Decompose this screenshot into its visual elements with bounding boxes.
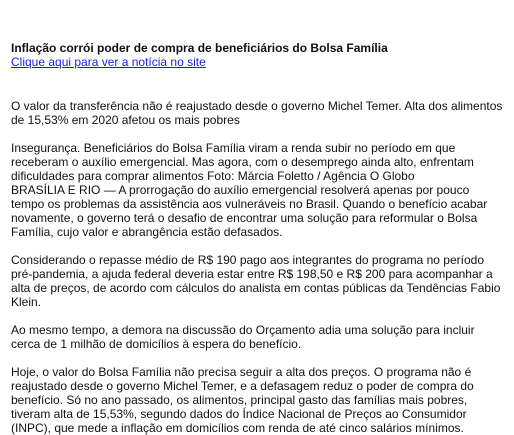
article-paragraph: Hoje, o valor do Bolsa Família não precisa seguir a alta dos preços. O programa não é reajustado desde o governo Michel Temer, e a defasagem reduz o poder de compra do benefício. Só no ano passado, os alimentos, principal gasto das famílias mais pobres, tiveram alta de 15,53%, segundo dados do Índice Nacional de Preços ao Consumidor (INPC), que mede a inflação em domicílios com renda de até cinco salários mínimos.	[11, 365, 474, 435]
view-on-site-link[interactable]: Clique aqui para ver a notícia no site	[11, 55, 206, 69]
article-paragraph: Considerando o repasse médio de R$ 190 pago aos integrantes do programa no período pré-pandemia, a ajuda federal deveria estar entre R$ 198,50 e R$ 200 para acompanhar a alta de preços, de acordo com cálculos do analista em contas públicas da Tendências Fabio Klein.	[11, 253, 501, 309]
article-paragraph-photo-caption: Insegurança. Beneficiários do Bolsa Família viram a renda subir no período em que receberam o auxílio emergencial. Mas agora, com o desemprego ainda alto, enfrentam dificuldades para comprar alimentos Foto: Márcia Foletto / Agência O Globo	[11, 141, 474, 183]
article-paragraph-subtitle: O valor da transferência não é reajustado desde o governo Michel Temer. Alta dos alimentos de 15,53% em 2020 afetou os mais pobres	[11, 99, 503, 127]
article-paragraph: Ao mesmo tempo, a demora na discussão do Orçamento adia uma solução para incluir cerca de 1 milhão de domicílios à espera do benefício.	[11, 323, 475, 351]
article-paragraph-lead: BRASÍLIA E RIO — A prorrogação do auxílio emergencial resolverá apenas por pouco tempo os problemas da assistência aos vulneráveis no Brasil. Quando o benefício acabar novamente, o governo terá o desafio de encontrar uma solução para reformular o Bolsa Família, cujo valor e abrangência estão defasados.	[11, 183, 488, 239]
article-body	[11, 99, 504, 435]
article-title: Inflação corrói poder de compra de beneficiários do Bolsa Família	[11, 41, 388, 55]
